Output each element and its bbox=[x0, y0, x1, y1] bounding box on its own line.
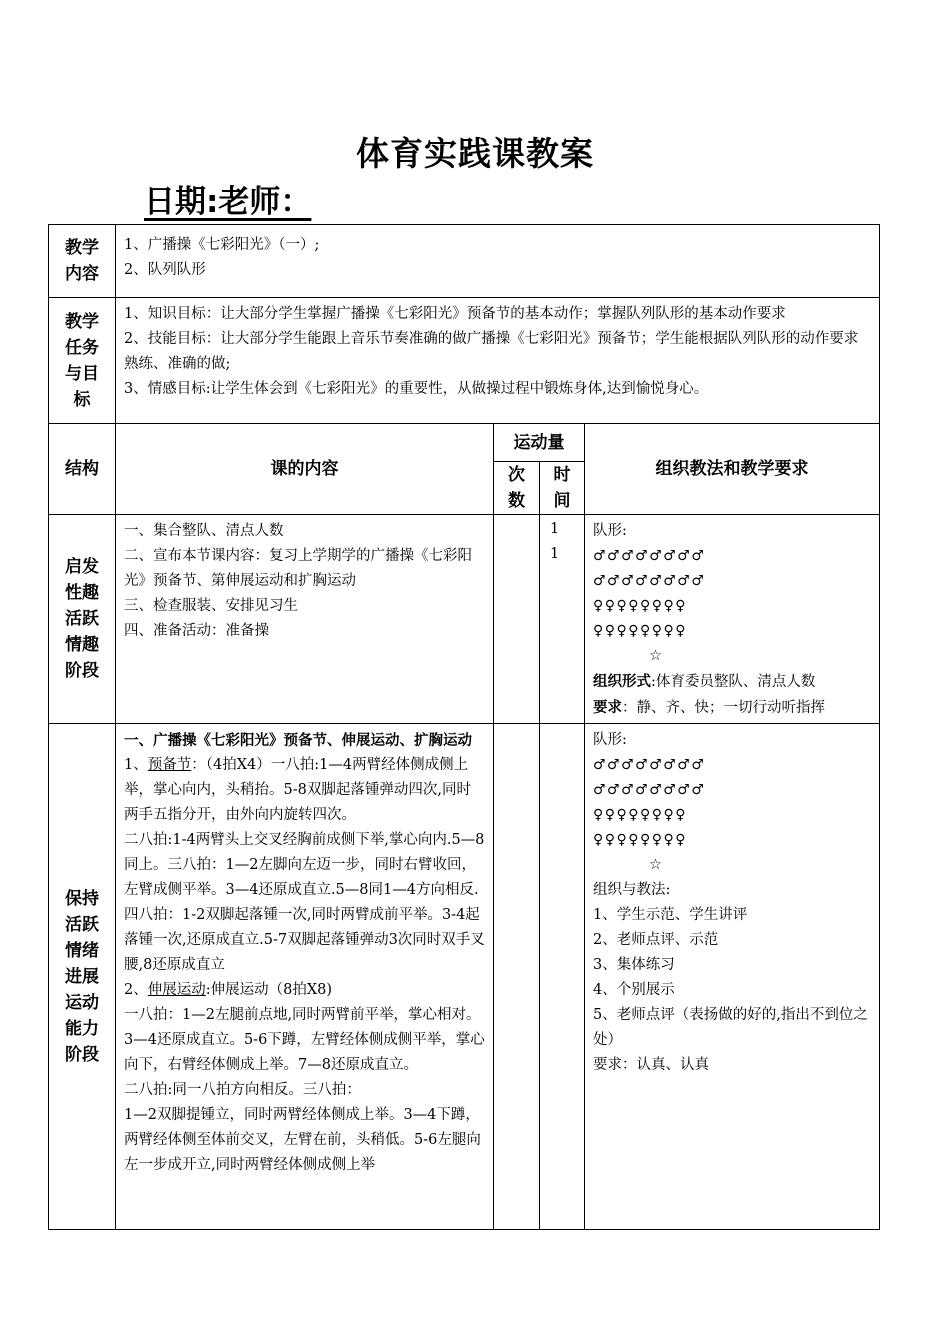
stage1-item: 一、集合整队、清点人数 bbox=[124, 523, 284, 539]
date-teacher-label: 日期:老师： bbox=[144, 184, 312, 220]
method-item: 2、老师点评、示范 bbox=[593, 932, 719, 948]
date-teacher-line bbox=[144, 176, 325, 221]
prep-prefix: 1、 bbox=[124, 757, 148, 773]
teacher-star-icon: ☆ bbox=[649, 857, 662, 873]
stage2-method bbox=[585, 724, 880, 1230]
content-label: 教学内容 bbox=[49, 225, 116, 298]
boys-row: ♂♂♂♂♂♂♂♂ bbox=[593, 782, 706, 798]
section-prep bbox=[124, 753, 485, 828]
boys-row: ♂♂♂♂♂♂♂♂ bbox=[593, 573, 706, 589]
method-item: 5、老师点评（表扬做的好的,指出不到位之处） bbox=[593, 1007, 868, 1048]
org-text: :体育委员整队、清点人数 bbox=[651, 674, 816, 690]
stage2-requirement: 要求：认真、认真 bbox=[593, 1057, 709, 1073]
girls-row: ♀♀♀♀♀♀♀♀ bbox=[593, 832, 688, 848]
content-line: 1、广播操《七彩阳光》（一）; bbox=[124, 237, 320, 253]
row-goals bbox=[49, 298, 880, 424]
row-stage2 bbox=[49, 724, 880, 1230]
stage1-item: 二、宣布本节课内容：复习上学期学的广播操《七彩阳光》预备节、第伸展运动和扩胸运动 bbox=[124, 548, 472, 589]
goal-item: 2、技能目标：让大部分学生能跟上音乐节奏准确的做广播操《七彩阳光》预备节；学生能根据队列队形的动作要求熟练、准确的做; bbox=[124, 331, 859, 372]
content-cell bbox=[116, 225, 880, 298]
requirement bbox=[593, 695, 871, 721]
girls-row: ♀♀♀♀♀♀♀♀ bbox=[593, 598, 688, 614]
stage1-content bbox=[116, 515, 494, 724]
method-item: 3、集体练习 bbox=[593, 957, 675, 973]
stage1-label: 启发性趣活跃情趣阶段 bbox=[49, 515, 116, 724]
stage1-duration bbox=[540, 515, 585, 724]
header-method: 组织教法和教学要求 bbox=[585, 424, 880, 515]
stage1-method bbox=[585, 515, 880, 724]
goal-item: 3、情感目标:让学生体会到《七彩阳光》的重要性，从做操过程中锻炼身体,达到愉悦身心。 bbox=[124, 381, 709, 397]
stage1-item: 四、准备活动：准备操 bbox=[124, 623, 269, 639]
prep-name: 预备节 bbox=[147, 757, 192, 773]
goal-item: 1、知识目标：让大部分学生掌握广播操《七彩阳光》预备节的基本动作；掌握队列队形的基本动作要求 bbox=[124, 306, 786, 322]
boys-row: ♂♂♂♂♂♂♂♂ bbox=[593, 757, 706, 773]
formation-label: 队形: bbox=[593, 523, 627, 539]
header-content: 课的内容 bbox=[116, 424, 494, 515]
prep-more: 二八拍:1-4两臂头上交叉经胸前成侧下举,掌心向内.5—8同上。三八拍：1—2左脚向左迈一步，同时右臂收回，左臂成侧平举。3—4还原成直立.5—8同1—4方向相反.四八拍：1-2双脚起落锺一次,同时两臂成前平举。3-4起落锺一次,还原成直立.5-7双脚起落锺弹动3次同时双手叉腰,8还原成直立 bbox=[124, 832, 485, 973]
stage2-label: 保持活跃情绪进展运动能力阶段 bbox=[49, 724, 116, 1230]
org-form bbox=[593, 669, 871, 695]
goals-cell bbox=[116, 298, 880, 424]
row-content bbox=[49, 225, 880, 298]
header-load: 运动量 bbox=[494, 424, 585, 462]
prep-text: ：（4拍X4）一八拍:1—4两臂经体侧成侧上举，掌心向内，头稍抬。5-8双脚起落锺弹动四次,同时两手五指分开，由外向内旋转四次。 bbox=[124, 757, 471, 823]
page-title: 体育实践课教案 bbox=[356, 134, 594, 173]
duration-value: 1 bbox=[550, 546, 560, 562]
header-row bbox=[49, 424, 880, 462]
lesson-plan-table bbox=[48, 224, 880, 1230]
girls-row: ♀♀♀♀♀♀♀♀ bbox=[593, 623, 688, 639]
stretch-more: 二八拍:同一八拍方向相反。三八拍： bbox=[124, 1082, 361, 1098]
req-label: 要求 bbox=[593, 699, 622, 716]
method-item: 4、个别展示 bbox=[593, 982, 675, 998]
stage1-times bbox=[494, 515, 540, 724]
boys-row: ♂♂♂♂♂♂♂♂ bbox=[593, 548, 706, 564]
stage2-duration bbox=[540, 724, 585, 1230]
stretch-body: 一八拍：1—2左腿前点地,同时两臂前平举，掌心相对。3—4还原成直立。5-6下蹲，左臂经体侧成侧平举，掌心向下，右臂经体侧成上举。7—8还原成直立。 bbox=[124, 1007, 485, 1073]
stretch-end: 1—2双脚提锺立，同时两臂经体侧成上举。3—4下蹲，两臂经体侧至体前交叉，左臂在前，头稍低。5-6左腿向左一步成开立,同时两臂经体侧成侧上举 bbox=[124, 1107, 481, 1173]
req-text: ：静、齐、快；一切行动听指挥 bbox=[622, 700, 825, 716]
stretch-name: 伸展运动 bbox=[147, 982, 206, 998]
stage2-content bbox=[116, 724, 494, 1230]
teacher-star-icon: ☆ bbox=[649, 648, 662, 664]
stretch-text: :伸展运动（8拍X8) bbox=[205, 982, 333, 998]
stage2-times bbox=[494, 724, 540, 1230]
duration-value: 1 bbox=[550, 521, 560, 537]
row-stage1 bbox=[49, 515, 880, 724]
formation-label: 队形: bbox=[593, 732, 627, 748]
stage1-item: 三、检查服装、安排见习生 bbox=[124, 598, 298, 614]
org-label: 组织形式 bbox=[593, 673, 651, 690]
section-stretch bbox=[124, 978, 485, 1003]
method-label: 组织与教法: bbox=[593, 882, 671, 898]
content-line: 2、队列队形 bbox=[124, 262, 206, 278]
header-times: 次数 bbox=[494, 462, 540, 515]
header-duration: 时间 bbox=[540, 462, 585, 515]
method-item: 1、学生示范、学生讲评 bbox=[593, 907, 748, 923]
stage2-heading: 一、广播操《七彩阳光》预备节、伸展运动、扩胸运动 bbox=[124, 732, 472, 749]
stretch-prefix: 2、 bbox=[124, 982, 148, 998]
header-structure: 结构 bbox=[49, 424, 116, 515]
goals-label: 教学任务与目标 bbox=[49, 298, 116, 424]
girls-row: ♀♀♀♀♀♀♀♀ bbox=[593, 807, 688, 823]
